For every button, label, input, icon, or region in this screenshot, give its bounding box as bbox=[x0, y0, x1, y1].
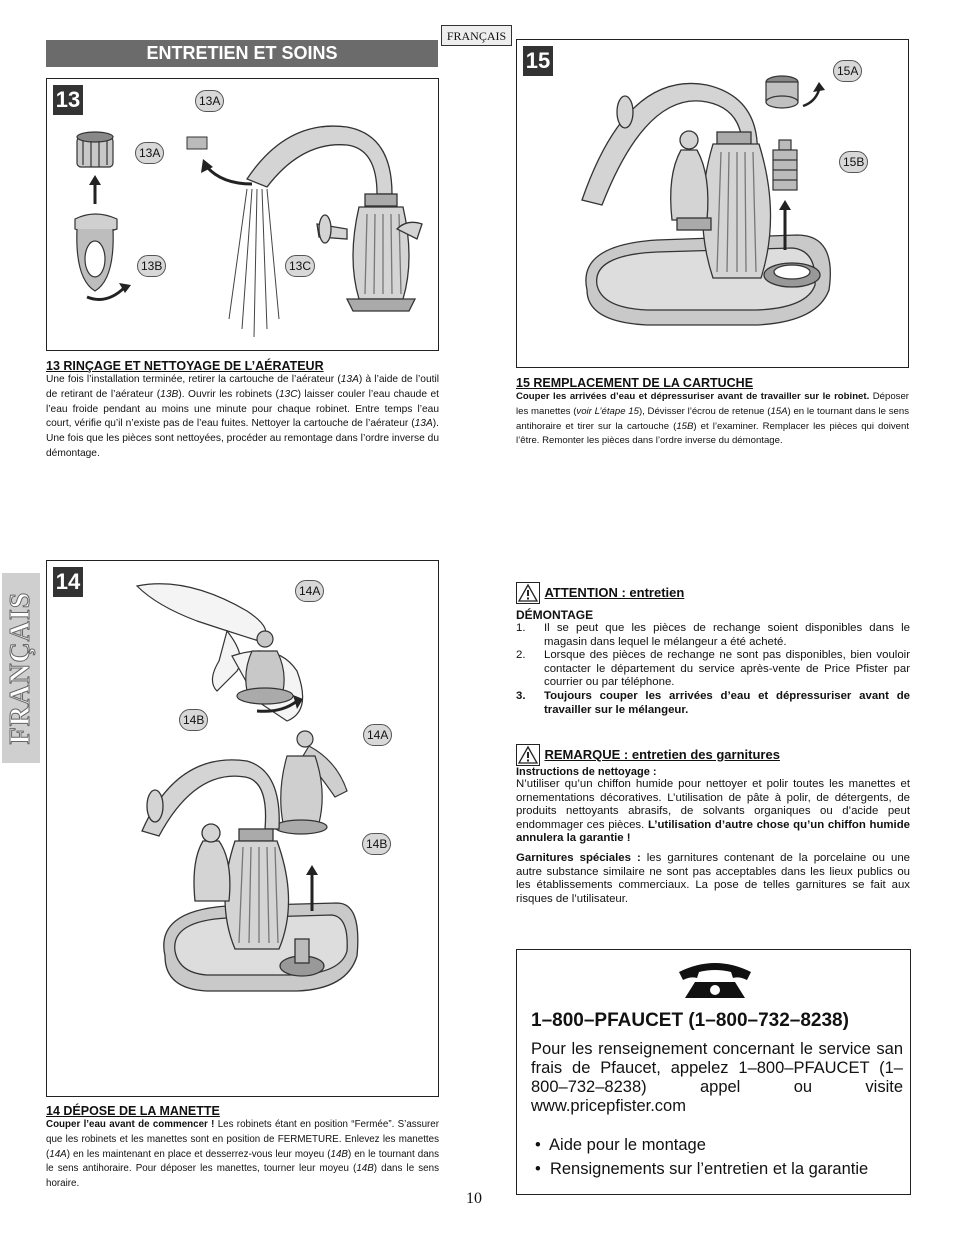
warning-icon bbox=[516, 582, 540, 604]
figure-13-number: 13 bbox=[53, 85, 83, 115]
callout-14b-right: 14B bbox=[362, 833, 391, 855]
step-14-title: 14 DÉPOSE DE LA MANETTE bbox=[46, 1104, 220, 1118]
attention-subtitle: DÉMONTAGE bbox=[516, 608, 594, 622]
callout-13a-top: 13A bbox=[195, 90, 224, 112]
callout-14a-right: 14A bbox=[363, 724, 392, 746]
cartridge-icon bbox=[773, 140, 797, 190]
remarque-title: REMARQUE : entretien des garnitures bbox=[544, 747, 780, 763]
callout-13a: 13A bbox=[135, 142, 164, 164]
list-item: 1. Il se peut que les pièces de rechange soient disponibles dans le magasin dans lequel le mélangeur a été acheté. bbox=[516, 622, 910, 648]
contact-text: Pour les renseignement concernant le service san frais de Pfaucet, appelez 1–800–PFAUCET (1–800–732–8238) appel ou visite www.pricepfister.com bbox=[531, 1040, 903, 1115]
aerator-tool-icon bbox=[75, 214, 117, 291]
figure-13-illustration bbox=[47, 79, 440, 352]
step-13-body: Une fois l’installation terminée, retirer la cartouche de l’aérateur (13A) à l’aide de l’outil de retirant de l’aérateur (13B). Ouvrir les robinets (13C) laisser couler l’eau chaude et l’eau froide pendant au moins une minute pour chaque robinet. Entre temps l’eau court, vérifie qu’il n’existe pas de l’eau fuites. Nettoyer la cartouche de l’aérateur (13A). Une fois que les pièces sont nettoyées, procéder au remontage dans l’ordre inverse du démontage. bbox=[46, 374, 439, 459]
warning-icon bbox=[516, 744, 540, 766]
callout-14a-top: 14A bbox=[295, 580, 324, 602]
cleaning-instructions-text: N’utiliser qu’un chiffon humide pour nettoyer et polir toutes les manettes et ornementations décoratives. L’utilisation de pâte à polir, de détergents, de produits nettoyants abrasifs, de solvants organiques ou d’acide peut endommager ces pièces. L’utilisation d’autre chose qu’un chiffon humide annulera la garantie ! bbox=[516, 778, 910, 845]
step-14-body: Couper l’eau avant de commencer ! Les robinets étant en position “Fermée”. S’assurer que les robinets et les manettes sont en position de FERMETURE. Enlevez les manettes (14A) en les maintenant en place et desserrez-vous leur moyeu (14B) en le tournant dans le sens antihoraire. Pour déposer les manettes, tourner leur moyeu (14B) dans le sens horaire. bbox=[46, 1119, 439, 1190]
remarque-notice bbox=[516, 744, 910, 906]
special-trim-text: Garnitures spéciales : les garnitures contenant de la porcelaine ou une autre substance similaire ne sont pas acceptables dans les lieux publics ou les établissements commerciaux. La pose de telles garnitures se fait aux risques de l’utilisateur. bbox=[516, 851, 910, 905]
callout-13b: 13B bbox=[137, 255, 166, 277]
step-14-caption bbox=[46, 1104, 439, 1192]
figure-15-number: 15 bbox=[523, 46, 553, 76]
faucet-assembly-icon bbox=[582, 83, 830, 325]
figure-14 bbox=[46, 560, 439, 1097]
faucet-spout-icon bbox=[247, 126, 422, 311]
attention-title: ATTENTION : entretien bbox=[544, 585, 685, 601]
attention-list bbox=[516, 622, 910, 717]
list-item: 2. Lorsque des pièces de rechange ne sont pas disponibles, bien vouloir contacter le département du service après-vente de Price Pfister par courrier ou par téléphone. bbox=[516, 649, 910, 689]
step-13-caption bbox=[46, 359, 439, 462]
figure-14-number: 14 bbox=[53, 567, 83, 597]
contact-box bbox=[516, 949, 911, 1195]
aerator-cartridge-icon bbox=[77, 132, 113, 167]
callout-14b-left: 14B bbox=[179, 709, 208, 731]
attention-notice bbox=[516, 582, 910, 717]
side-tab-label: FRANÇAIS bbox=[5, 591, 36, 745]
figure-13 bbox=[46, 78, 439, 351]
language-tag: FRANÇAIS bbox=[441, 25, 512, 46]
section-header: ENTRETIEN ET SOINS bbox=[46, 40, 438, 67]
list-item: 3. Toujours couper les arrivées d’eau et dépressuriser avant de travailler sur le mélangeur. bbox=[516, 689, 910, 716]
step-15-caption bbox=[516, 376, 909, 449]
page-number: 10 bbox=[466, 1190, 482, 1207]
figure-14-illustration bbox=[47, 561, 440, 1098]
figure-15 bbox=[516, 39, 909, 368]
callout-13c: 13C bbox=[285, 255, 315, 277]
cleaning-instructions-label: Instructions de nettoyage : bbox=[516, 766, 657, 778]
retaining-nut-icon bbox=[766, 76, 798, 108]
lever-handle-icon bbox=[275, 731, 347, 834]
step-15-body: Couper les arrivées d’eau et dépressuriser avant de travailler sur le robinet. Déposer les manettes (voir L’étape 15), Dévisser l’écrou de retenue (15A) en le tournant dans le sens antihoraire et tirer sur la cartouche (15B) et l’examiner. Remplacer les pièces qui doivent l’être. Remonter les pièces dans l’ordre inverse du démontage. bbox=[516, 391, 909, 447]
step-15-title: 15 REMPLACEMENT DE LA CARTUCHE bbox=[516, 376, 754, 390]
bullet-item: • Rensignements sur l’entretien et la garantie bbox=[535, 1160, 869, 1178]
step-13-title: 13 RINÇAGE ET NETTOYAGE DE L’AÉRATEUR bbox=[46, 359, 324, 373]
figure-15-illustration bbox=[517, 40, 910, 369]
faucet-assembly-icon bbox=[142, 760, 358, 991]
bullet-item: • Aide pour le montage bbox=[535, 1136, 706, 1154]
phone-number: 1–800–PFAUCET (1–800–732–8238) bbox=[531, 1010, 849, 1031]
telephone-icon bbox=[675, 960, 755, 1000]
callout-15a: 15A bbox=[833, 60, 862, 82]
callout-15b: 15B bbox=[839, 151, 868, 173]
side-language-tab bbox=[2, 573, 40, 763]
